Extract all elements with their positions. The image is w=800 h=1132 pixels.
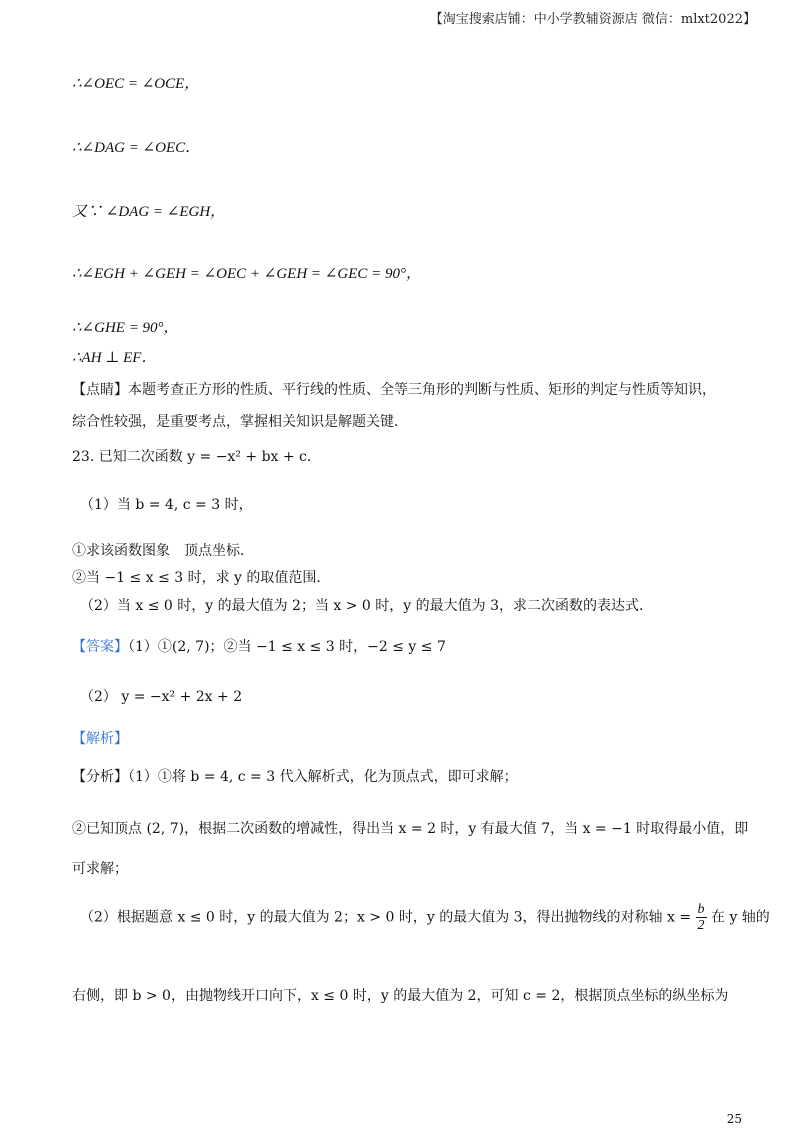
answer-label: 【答案】 bbox=[72, 639, 128, 655]
fraction-numerator: b bbox=[697, 902, 705, 917]
analysis-label: 【解析】 bbox=[72, 731, 128, 747]
page-header: 【淘宝搜索店铺：中小学教辅资源店 微信：mlxt2022】 bbox=[429, 12, 756, 27]
proof-line-6: ∴AH ⊥ EF． bbox=[72, 350, 157, 366]
analysis-line-1: 【分析】（1）①将 b = 4, c = 3 代入解析式，化为顶点式，即可求解； bbox=[72, 769, 518, 785]
proof-line-5: ∴∠GHE = 90°， bbox=[72, 320, 179, 336]
fraction-b-over-2 bbox=[696, 902, 707, 933]
question-part-1-item-2: ②当 −1 ≤ x ≤ 3 时，求 y 的取值范围． bbox=[72, 570, 331, 586]
proof-line-3: 又∵ ∠DAG = ∠EGH， bbox=[72, 204, 226, 220]
question-part-2: （2）当 x ≤ 0 时，y 的最大值为 2；当 x > 0 时，y 的最大值为 3，求二次函数的表达式． bbox=[80, 598, 654, 614]
analysis-line-2: ②已知顶点 (2, 7)，根据二次函数的增减性，得出当 x = 2 时，y 有最大值 7，当 x = −1 时取得最小值，即 bbox=[72, 821, 749, 837]
question-part-1-item-1: ①求该函数图象 顶点坐标． bbox=[72, 543, 254, 559]
page-number: 25 bbox=[726, 1112, 742, 1126]
question-part-1: （1）当 b = 4, c = 3 时， bbox=[80, 497, 253, 513]
analysis-line-4-text: （2）根据题意 x ≤ 0 时，y 的最大值为 2；x > 0 时，y 的最大值为 3，得出抛物线的对称轴 x = bbox=[80, 909, 692, 926]
analysis-line-4 bbox=[80, 902, 770, 933]
proof-line-2: ∴∠DAG = ∠OEC． bbox=[72, 140, 201, 156]
answer-text-1: （1）①(2, 7)；②当 −1 ≤ x ≤ 3 时，−2 ≤ y ≤ 7 bbox=[128, 639, 446, 655]
fraction-denominator: 2 bbox=[697, 918, 705, 933]
comment-line-2: 综合性较强，是重要考点，掌握相关知识是解题关键． bbox=[72, 414, 408, 430]
analysis-line-3: 可求解； bbox=[72, 861, 128, 877]
comment-line-1: 【点睛】本题考查正方形的性质、平行线的性质、全等三角形的判断与性质、矩形的判定与性质等知识， bbox=[72, 382, 716, 398]
analysis-line-5: 右侧，即 b > 0，由抛物线开口向下，x ≤ 0 时，y 的最大值为 2，可知 c = 2，根据顶点坐标的纵坐标为 bbox=[72, 988, 729, 1004]
proof-line-4: ∴∠EGH + ∠GEH = ∠OEC + ∠GEH = ∠GEC = 90°， bbox=[72, 266, 421, 282]
answer-line-2: （2） y = −x² + 2x + 2 bbox=[80, 689, 243, 705]
question-title: 23. 已知二次函数 y = −x² + bx + c． bbox=[72, 449, 321, 465]
proof-line-1: ∴∠OEC = ∠OCE， bbox=[72, 76, 200, 92]
analysis-line-4-tail: 在 y 轴的 bbox=[711, 909, 770, 926]
answer-line-1 bbox=[72, 636, 446, 656]
